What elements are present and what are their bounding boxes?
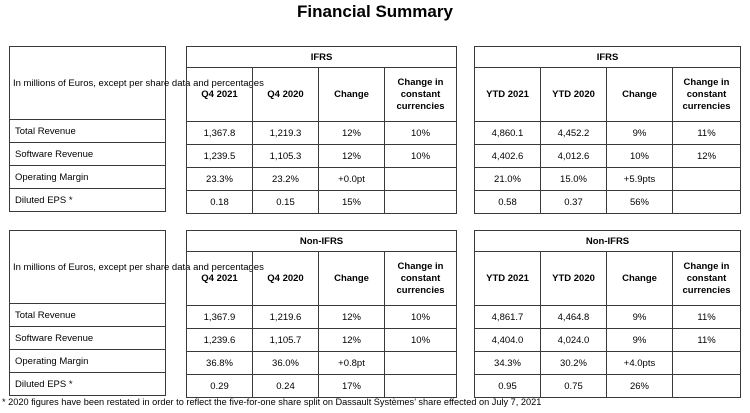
column-header: Change [607,252,673,306]
quarter-table [186,46,457,214]
column-header: YTD 2020 [541,68,607,122]
table-cell: +0.8pt [319,352,385,375]
table-row [187,191,457,214]
column-header: Q4 2020 [253,68,319,122]
column-header: Change [319,252,385,306]
table-cell: 0.24 [253,375,319,398]
table-cell: 12% [319,306,385,329]
table-cell: 15% [319,191,385,214]
ytd-table [474,46,741,214]
column-header: Change in constant currencies [385,252,457,306]
table-cell: 4,024.0 [541,329,607,352]
table-cell: 10% [385,329,457,352]
table-row [475,168,741,191]
table-cell: 12% [319,145,385,168]
table-cell: 11% [673,306,741,329]
table-cell: 4,452.2 [541,122,607,145]
table-cell: 36.0% [253,352,319,375]
table-cell [385,375,457,398]
table-cell: 0.15 [253,191,319,214]
table-cell: +5.9pts [607,168,673,191]
table-cell: +0.0pt [319,168,385,191]
table-cell: 10% [607,145,673,168]
footnote: * 2020 figures have been restated in order to reflect the five-for-one share split on Dassault Systèmes’ share effected on July 7, 2021 [2,397,542,407]
table-cell: 4,402.6 [475,145,541,168]
table-cell [673,191,741,214]
table-row [187,168,457,191]
table-row [475,122,741,145]
table-row [475,306,741,329]
table-cell: 15.0% [541,168,607,191]
table-cell: 1,219.3 [253,122,319,145]
column-header: Q4 2021 [187,68,253,122]
column-header: Q4 2021 [187,252,253,306]
column-header: Q4 2020 [253,252,319,306]
column-header: YTD 2021 [475,68,541,122]
ytd-table [474,230,741,398]
table-cell: 34.3% [475,352,541,375]
table-cell: 23.2% [253,168,319,191]
table-group-header: Non-IFRS [475,231,741,252]
table-cell [385,191,457,214]
table-cell: 17% [319,375,385,398]
table-cell: 0.58 [475,191,541,214]
table-cell: 9% [607,329,673,352]
table-row [475,375,741,398]
table-cell [385,352,457,375]
column-header: Change in constant currencies [385,68,457,122]
table-cell: 36.8% [187,352,253,375]
table-cell: 4,860.1 [475,122,541,145]
table-cell: 23.3% [187,168,253,191]
table-cell [673,168,741,191]
table-cell: 26% [607,375,673,398]
table-cell: 0.95 [475,375,541,398]
table-description: In millions of Euros, except per share data and percentages [10,231,166,304]
table-cell: 1,239.6 [187,329,253,352]
table-cell: 11% [673,329,741,352]
row-label-software-revenue: Software Revenue [10,327,166,350]
row-label-operating-margin: Operating Margin [10,350,166,373]
table-row [187,329,457,352]
table-cell: 1,367.9 [187,306,253,329]
table-cell: +4.0pts [607,352,673,375]
table-cell: 4,012.6 [541,145,607,168]
table-cell: 1,219.6 [253,306,319,329]
table-row [187,145,457,168]
table-cell: 9% [607,122,673,145]
row-label-total-revenue: Total Revenue [10,304,166,327]
table-group-header: IFRS [187,47,457,68]
table-cell [673,352,741,375]
table-description: In millions of Euros, except per share data and percentages [10,47,166,120]
table-cell: 56% [607,191,673,214]
row-label-operating-margin: Operating Margin [10,166,166,189]
table-cell: 12% [319,329,385,352]
table-cell: 1,239.5 [187,145,253,168]
column-header: YTD 2021 [475,252,541,306]
table-group-header: IFRS [475,47,741,68]
table-cell: 1,105.3 [253,145,319,168]
table-cell: 0.37 [541,191,607,214]
table-cell: 9% [607,306,673,329]
row-label-software-revenue: Software Revenue [10,143,166,166]
table-cell: 30.2% [541,352,607,375]
table-cell [673,375,741,398]
quarter-table [186,230,457,398]
table-cell: 10% [385,306,457,329]
table-cell: 1,105.7 [253,329,319,352]
table-row [475,191,741,214]
table-row [475,145,741,168]
table-cell: 0.18 [187,191,253,214]
row-label-total-revenue: Total Revenue [10,120,166,143]
table-cell: 4,404.0 [475,329,541,352]
column-header: Change in constant currencies [673,252,741,306]
table-cell [385,168,457,191]
page-title: Financial Summary [297,2,453,21]
table-group-header: Non-IFRS [187,231,457,252]
table-cell: 10% [385,145,457,168]
table-cell: 1,367.8 [187,122,253,145]
table-cell: 4,861.7 [475,306,541,329]
column-header: YTD 2020 [541,252,607,306]
column-header: Change [319,68,385,122]
table-cell: 0.29 [187,375,253,398]
row-label-diluted-eps: Diluted EPS * [10,189,166,212]
table-cell: 21.0% [475,168,541,191]
row-label-diluted-eps: Diluted EPS * [10,373,166,396]
table-cell: 12% [319,122,385,145]
table-row [187,306,457,329]
column-header: Change in constant currencies [673,68,741,122]
table-row [187,375,457,398]
table-row [187,352,457,375]
table-cell: 11% [673,122,741,145]
table-row [475,352,741,375]
table-cell: 0.75 [541,375,607,398]
column-header: Change [607,68,673,122]
table-row [187,122,457,145]
table-cell: 10% [385,122,457,145]
table-row [475,329,741,352]
table-cell: 12% [673,145,741,168]
table-cell: 4,464.8 [541,306,607,329]
